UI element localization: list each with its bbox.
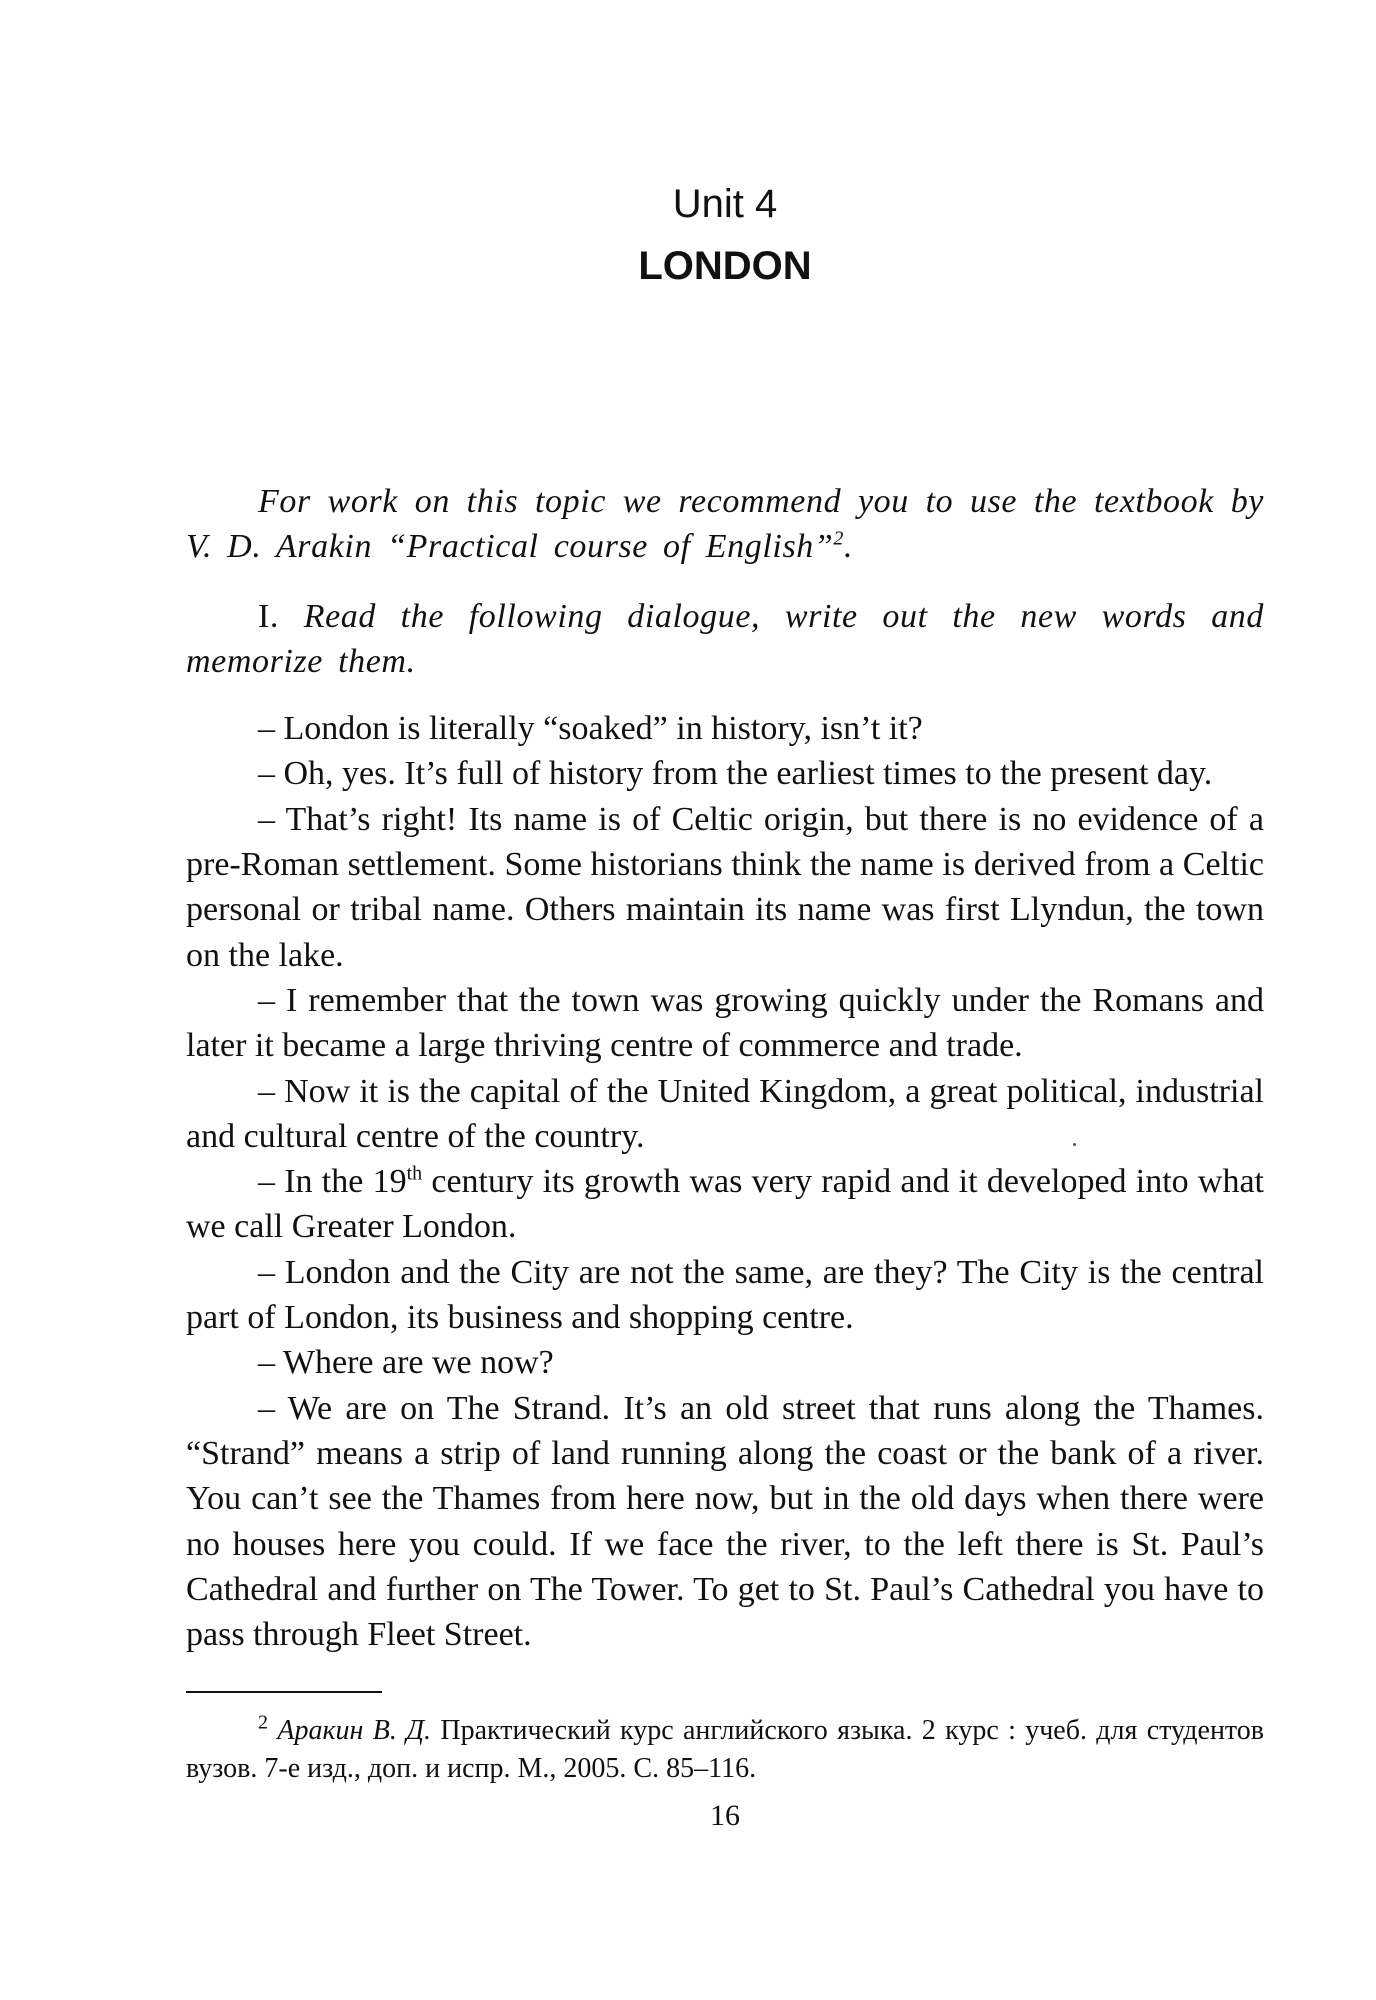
task-instruction: Read the following dialogue, write out the new words and memorize them. xyxy=(186,597,1265,680)
intro-text: For work on this topic we recommend you to use the textbook by V. D. Arakin “Practical course of English” xyxy=(186,483,1264,566)
intro-footnote-ref: 2 xyxy=(833,527,844,550)
dialogue-line: – Where are we now? xyxy=(258,1344,554,1382)
dialogue-19th-sup: th xyxy=(406,1162,423,1185)
intro-paragraph xyxy=(186,479,1264,570)
footnote-author: Аракин В. Д. xyxy=(277,1715,432,1746)
footnote-text: Практический курс английского языка. 2 курс : учеб. для студентов вузов. 7-е изд., доп. и испр. М., 2005. С. 85–116. xyxy=(186,1715,1265,1784)
task-number: I. xyxy=(258,597,280,635)
footnote-divider xyxy=(186,1691,382,1693)
print-speck xyxy=(1073,1143,1076,1146)
unit-title: LONDON xyxy=(638,244,812,288)
body-text xyxy=(186,479,1264,1657)
dialogue-line: – I remember that the town was growing quickly under the Romans and later it became a large thriving centre of commerce and trade. xyxy=(186,981,1264,1065)
unit-label: Unit 4 xyxy=(672,182,778,226)
dialogue-line: – Now it is the capital of the United Kingdom, a great political, industrial and cultural centre of the country. xyxy=(186,1072,1264,1155)
dialogue-line: – That’s right! Its name is of Celtic origin, but there is no evidence of a pre-Roman settlement. Some historians think the name is derived from a Celtic personal or tribal name. Others maintain its name was first Llyndun, the town on the lake. xyxy=(186,800,1264,974)
dialogue-line: – Oh, yes. It’s full of history from the earliest times to the present day. xyxy=(258,755,1213,793)
dialogue-line: – We are on The Strand. It’s an old street that runs along the Thames. “Strand” means a strip of land running along the coast or the bank of a river. You can’t see the Thames from here now, but in the old days when there were no houses here you could. If we face the river, to the left there is St. Paul’s Cathedral and further on The Tower. To get to St. Paul’s Cathedral you have to pass through Fleet Street. xyxy=(186,1389,1264,1654)
footnote-marker: 2 xyxy=(258,1711,268,1734)
intro-end: . xyxy=(844,528,854,566)
dialogue-line: – London and the City are not the same, are they? The City is the central part of London, its business and shopping centre. xyxy=(186,1253,1264,1337)
page-number: 16 xyxy=(710,1799,740,1832)
footnote xyxy=(186,1712,1264,1788)
dialogue-line-19th xyxy=(186,1159,1264,1250)
task-paragraph xyxy=(186,594,1264,685)
dialogue-19th-after: century its growth was very rapid and it developed into what we call Greater London. xyxy=(186,1163,1264,1246)
dialogue-line: – London is literally “soaked” in history, isn’t it? xyxy=(258,710,923,748)
dialogue-19th-before: – In the 19 xyxy=(258,1163,407,1201)
